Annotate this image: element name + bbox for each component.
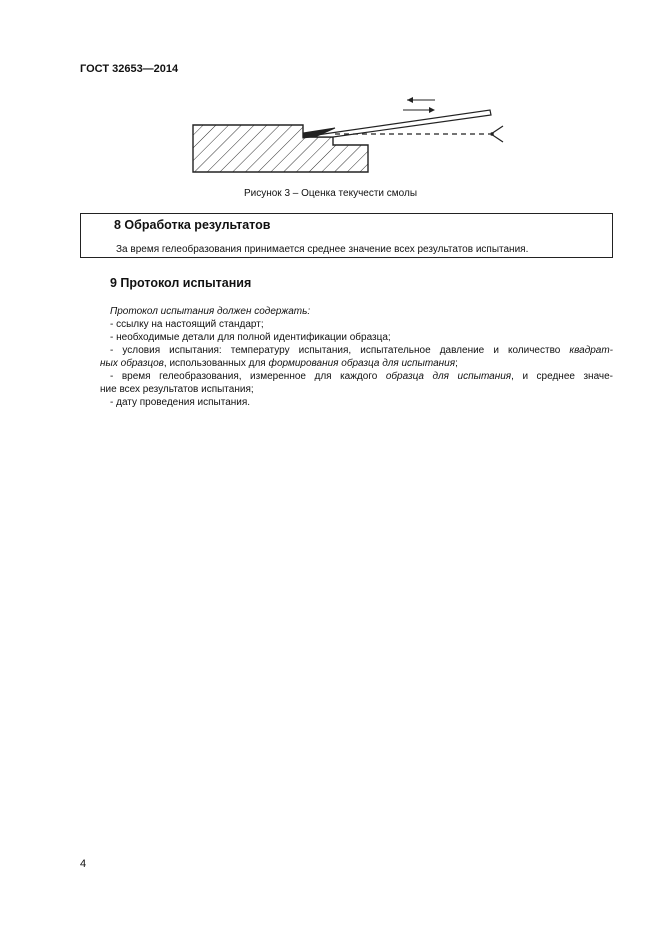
upper-plate — [303, 110, 491, 137]
document-header: ГОСТ 32653—2014 — [80, 63, 179, 75]
protocol-item-4-line-1: - время гелеобразования, измеренное для каждого образца для испытания, и среднее значе- — [110, 371, 614, 382]
protocol-item-4-line-2: ние всех результатов испытания; — [100, 384, 254, 395]
protocol-item-1: - ссылку на настоящий стандарт; — [110, 319, 264, 330]
section-9-title: 9 Протокол испытания — [110, 276, 252, 290]
protocol-intro: Протокол испытания должен содержать: — [110, 306, 311, 317]
resin-flow-figure — [185, 92, 515, 182]
page-number: 4 — [80, 858, 87, 870]
resin-flow-diagram — [185, 92, 515, 182]
protocol-item-2: - необходимые детали для полной идентификации образца; — [110, 332, 391, 343]
section-8-text: За время гелеобразования принимается среднее значение всех результатов испытания. — [116, 244, 529, 255]
protocol-item-3-line-2: ных образцов, использованных для формирования образца для испытания; — [100, 358, 458, 369]
section-9-body — [100, 305, 614, 409]
figure-caption: Рисунок 3 – Оценка текучести смолы — [243, 188, 418, 199]
section-8-box — [80, 213, 613, 258]
protocol-item-5: - дату проведения испытания. — [110, 397, 251, 408]
section-8-title: 8 Обработка результатов — [114, 218, 271, 232]
protocol-item-3-line-1: - условия испытания: температуру испытания, испытательное давление и количество квадрат- — [110, 345, 614, 356]
